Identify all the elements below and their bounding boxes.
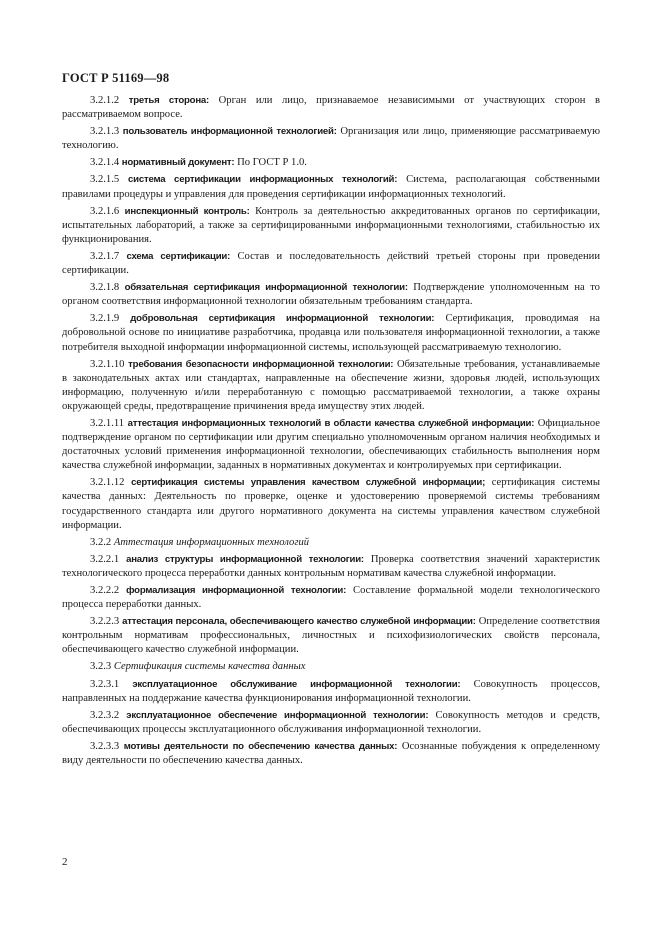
clause-number: 3.2.1.10 — [90, 358, 125, 370]
section-subheading — [62, 660, 600, 674]
clause-number: 3.2.1.6 — [90, 205, 120, 217]
clause-number: 3.2.1.11 — [90, 417, 125, 429]
definition-text: Орган или лицо, признаваемое независимыми от участвующих сторон в рассматриваемом вопросе. — [62, 95, 600, 121]
definition-paragraph — [62, 584, 600, 612]
definition-paragraph — [62, 709, 600, 737]
definition-paragraph — [62, 125, 600, 153]
clause-number: 3.2.1.12 — [90, 477, 125, 489]
clause-number: 3.2.3.2 — [90, 709, 120, 721]
definition-text: Проверка соответствия значений характеристик технологического процесса переработки данных контрольным нормативам качества служебной информации. — [62, 553, 600, 579]
definition-paragraph — [62, 281, 600, 309]
clause-number: 3.2.1.7 — [90, 250, 120, 262]
clause-number: 3.2.1.9 — [90, 313, 120, 325]
document-body — [62, 94, 600, 771]
definition-text: Состав и последовательность действий третьей стороны при проведении сертификации. — [62, 250, 601, 277]
term: эксплуатационное обслуживание информационной технологии: — [132, 678, 461, 690]
definition-paragraph — [62, 476, 600, 532]
term: нормативный документ: — [121, 157, 235, 169]
definition-paragraph — [62, 156, 600, 170]
section-number: 3.2.2 — [90, 536, 112, 548]
term: инспекционный контроль: — [124, 205, 250, 217]
definition-paragraph — [62, 553, 600, 581]
term: третья сторона: — [128, 95, 210, 106]
definition-text: Подтверждение уполномоченным на то органом соответствия информационной технологии обязательным требованиям стандарта. — [62, 282, 600, 308]
clause-number: 3.2.2.3 — [90, 616, 120, 628]
section-title: Аттестация информационных технологий — [113, 536, 310, 548]
definition-text: Составление формальной модели технологического процесса переработки данных. — [62, 585, 600, 611]
term: аттестация персонала, обеспечивающего качество служебной информации: — [122, 616, 476, 628]
section-title: Сертификация системы качества данных — [113, 661, 306, 673]
term: обязательная сертификация информационной технологии: — [124, 282, 408, 294]
clause-number: 3.2.1.5 — [90, 174, 120, 186]
term: добровольная сертификация информационной технологии: — [130, 313, 435, 325]
definition-paragraph — [62, 312, 600, 354]
definition-paragraph — [62, 615, 600, 657]
section-number: 3.2.3 — [90, 661, 112, 673]
page-number: 2 — [62, 856, 68, 868]
clause-number: 3.2.3.1 — [90, 678, 120, 690]
term: мотивы деятельности по обеспечению качества данных: — [123, 740, 398, 752]
definition-text: Совокупность процессов, направленных на поддержание качества функционирования информационной технологии. — [62, 678, 600, 704]
term: система сертификации информационных технологий: — [128, 174, 398, 186]
clause-number: 3.2.1.2 — [90, 95, 120, 106]
clause-number: 3.2.1.4 — [90, 157, 120, 169]
definition-paragraph — [62, 358, 600, 414]
definition-paragraph — [62, 173, 600, 201]
clause-number: 3.2.3.3 — [90, 740, 120, 752]
term: формализация информационной технологии: — [126, 585, 347, 596]
term: аттестация информационных технологий в области качества служебной информации: — [127, 417, 535, 429]
clause-number: 3.2.2.1 — [90, 553, 120, 565]
definition-text: Система, располагающая собственными правилами процедуры и управления для проведения сертификации информационных технологий. — [62, 174, 600, 200]
term: пользователь информационной технологией: — [122, 126, 337, 138]
definition-paragraph — [62, 678, 600, 706]
definition-text: Обязательные требования, устанавливаемые в законодательных актах или стандартах, направленные на обеспечение жизни, здоровья людей, использующих информацию, полученную и/или переработанную с помощью рассматриваемой технологии, а также охраны окружающей среды, предотвращение причинения вреда имуществу этих людей. — [62, 358, 600, 412]
section-subheading — [62, 536, 600, 550]
definition-text: Осознанные побуждения к определенному виду деятельности по обеспечению качества данных. — [62, 740, 601, 767]
clause-number: 3.2.1.3 — [90, 126, 120, 138]
term: эксплуатационное обеспечение информационной технологии: — [126, 709, 429, 721]
definition-paragraph — [62, 205, 600, 247]
definition-paragraph — [62, 417, 600, 473]
term: схема сертификации: — [126, 250, 231, 262]
clause-number: 3.2.1.8 — [90, 282, 120, 294]
term: сертификация системы управления качеством служебной информации; — [131, 477, 486, 489]
definition-text: Сертификация, проводимая на добровольной основе по инициативе разработчика, продавца или пользователя информационной технологии, а также потребителя выходной информации информационной системы, использующей рассматриваемую технологию. — [62, 313, 600, 353]
definition-paragraph — [62, 250, 600, 278]
term: анализ структуры информационной технологии: — [126, 553, 364, 565]
definition-paragraph — [62, 94, 600, 122]
definition-text: Организация или лицо, применяющие рассматриваемую технологию. — [62, 126, 600, 152]
definition-text: По ГОСТ Р 1.0. — [237, 157, 307, 169]
clause-number: 3.2.2.2 — [90, 585, 120, 596]
definition-text: Контроль за деятельностью аккредитованных органов по сертификации, испытательных лабораторий, а также за сертифицированными информационными технологиями, стабильностью их функционирования. — [62, 205, 601, 245]
definition-text: Определение соответствия контрольным нормативам профессиональных, личностных и психофизиологических свойств персонала, обеспечивающего качество служебной информации. — [62, 616, 601, 656]
definition-text: Совокупность методов и средств, обеспечивающих процессы эксплуатационного обслуживания информационной технологии. — [62, 709, 600, 735]
definition-text: сертификация системы качества данных: Деятельность по проверке, оценке и удостоверению проверяемой системы требованиям государственного стандарта или другого нормативного документа на системы управления качеством служебной информации. — [62, 477, 600, 531]
document-header: ГОСТ Р 51169—98 — [62, 71, 170, 85]
definition-text: Официальное подтверждение органом по сертификации или другим специально уполномоченным органом наличия необходимых и достаточных условий применения информационной технологии, обеспечивающих стабильность выполнения норм качества служебной информации, заданных в нормативных документах и контролируемых при сертификации. — [62, 417, 600, 472]
term: требования безопасности информационной технологии: — [128, 358, 394, 370]
definition-paragraph — [62, 740, 600, 768]
